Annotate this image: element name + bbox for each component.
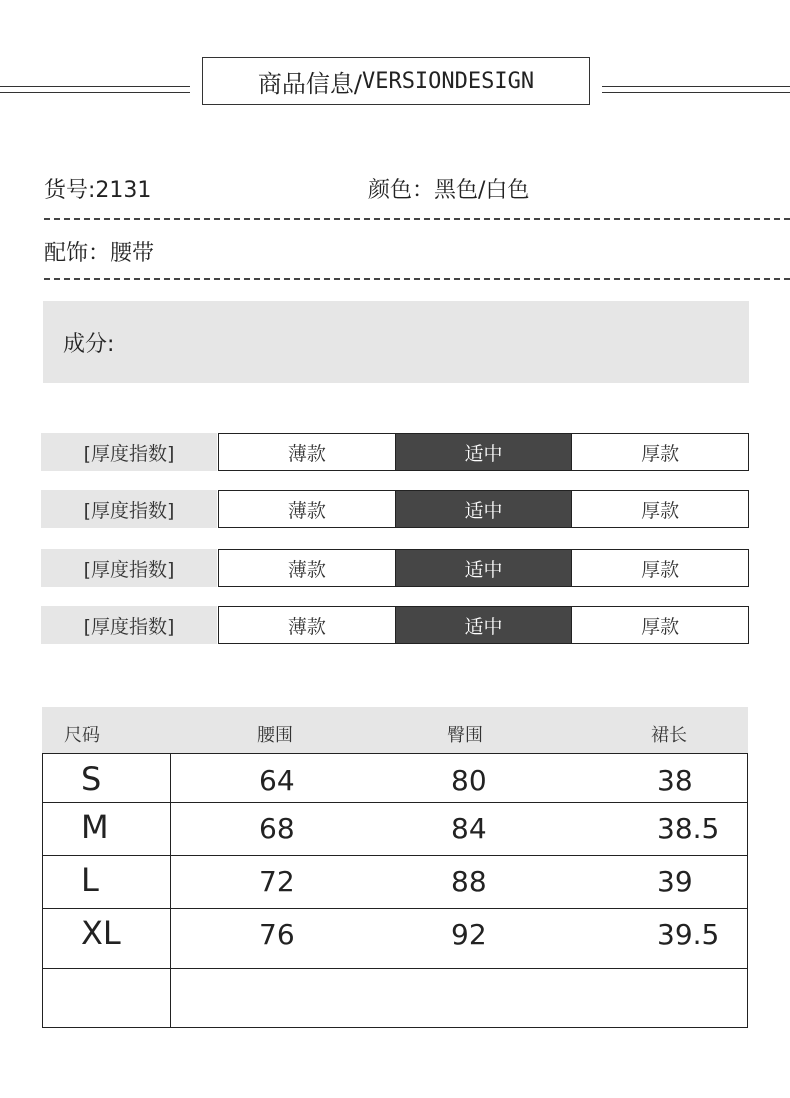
thickness-row [41,606,749,644]
thickness-options [218,606,749,644]
thickness-option: 薄款 [219,491,396,527]
thickness-option: 厚款 [641,615,680,638]
thickness-label: [厚度指数] [41,549,217,587]
divider [44,278,790,280]
thickness-options [218,490,749,528]
thickness-label: [厚度指数] [41,606,217,644]
divider [44,218,790,220]
cell-length: 38 [657,764,693,797]
thickness-option: 适中 [396,491,573,527]
thickness-option: 适中 [396,434,573,470]
cell-size: M [81,808,109,846]
thickness-row [41,549,749,587]
accessory-info: 配饰：腰带 [44,241,155,266]
thickness-option: 适中 [396,550,573,586]
cell-waist: 72 [259,865,295,898]
cell-size: XL [81,914,121,952]
cell-length: 39.5 [657,918,720,951]
thickness-row [41,490,749,528]
thickness-options [218,433,749,471]
table-row [43,908,747,969]
header-length: 裙长 [651,725,687,746]
title-en: VERSIONDESIGN [361,68,535,94]
cell-waist: 76 [259,918,295,951]
cell-waist: 64 [259,764,295,797]
header-rule-right [602,86,790,93]
cell-hip: 80 [451,764,487,797]
thickness-option: 厚款 [641,442,680,465]
thickness-option: 薄款 [219,434,396,470]
thickness-row [41,433,749,471]
table-row [43,855,747,909]
cell-size: S [81,760,102,798]
header-rule-left [0,86,190,93]
thickness-label: [厚度指数] [41,433,217,471]
cell-hip: 88 [451,865,487,898]
thickness-option: 厚款 [641,558,680,581]
thickness-option: 薄款 [219,607,396,643]
page-title [202,57,590,105]
size-table-body [42,753,748,1028]
table-row [43,802,747,856]
header-waist: 腰围 [257,725,293,746]
thickness-options [218,549,749,587]
composition-label: 成分: [63,332,115,357]
header-size: 尺码 [64,725,100,746]
size-table-header [42,707,748,753]
color-info: 颜色：黑色/白色 [368,178,530,203]
cell-hip: 92 [451,918,487,951]
title-cn: 商品信息/ [257,69,362,98]
thickness-option: 适中 [396,607,573,643]
table-row [43,754,747,803]
header-hip: 臀围 [447,725,483,746]
table-row [43,968,747,1029]
thickness-option: 薄款 [219,550,396,586]
composition-box [43,301,749,383]
cell-length: 39 [657,865,693,898]
thickness-label: [厚度指数] [41,490,217,528]
cell-length: 38.5 [657,812,720,845]
cell-waist: 68 [259,812,295,845]
item-number: 货号:2131 [44,178,152,203]
thickness-option: 厚款 [641,499,680,522]
cell-size: L [81,861,99,899]
cell-hip: 84 [451,812,487,845]
